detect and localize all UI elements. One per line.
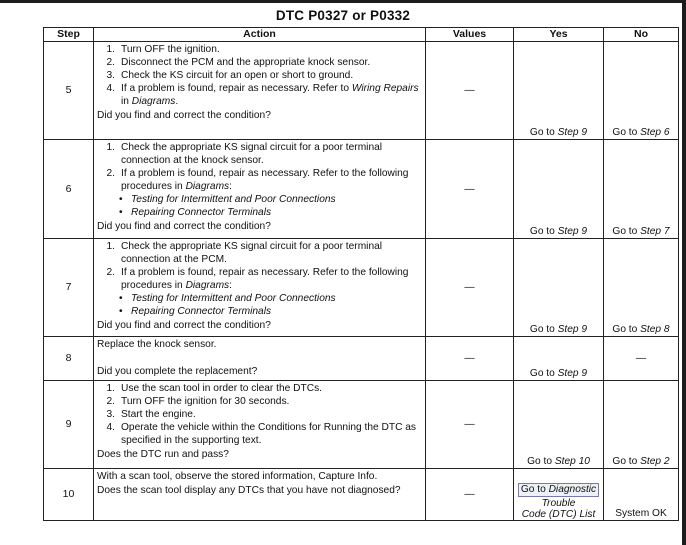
list-item: 1. Turn OFF the ignition. bbox=[106, 44, 220, 55]
no-link[interactable]: Go to Step 8 bbox=[604, 239, 679, 337]
step-number: 7 bbox=[44, 239, 94, 337]
table-row bbox=[44, 381, 679, 469]
list-item: 4. Operate the vehicle within the Conditions for Running the DTC as specified in the supporting text. bbox=[106, 422, 417, 446]
value-cell: — bbox=[426, 469, 514, 521]
page-title: DTC P0327 or P0332 bbox=[275, 8, 411, 23]
list-item: 2. Turn OFF the ignition for 30 seconds. bbox=[106, 396, 290, 407]
value-cell: — bbox=[426, 42, 514, 140]
no-link[interactable]: Go to Step 2 bbox=[604, 381, 679, 469]
diagnostic-table bbox=[43, 27, 679, 521]
step-number: 8 bbox=[44, 337, 94, 381]
step-number: 5 bbox=[44, 42, 94, 140]
action-text: With a scan tool, observe the stored information, Capture Info. bbox=[97, 471, 378, 482]
list-item: 3. Check the KS circuit for an open or short to ground. bbox=[106, 70, 354, 81]
yes-link[interactable]: Go to Step 9 bbox=[514, 239, 604, 337]
value-cell: — bbox=[426, 239, 514, 337]
list-item: 4. If a problem is found, repair as necessary. Refer to Wiring Repairs in Diagrams. bbox=[106, 83, 419, 107]
list-item: 2. If a problem is found, repair as necessary. Refer to the following procedures in Diagrams: bbox=[106, 267, 409, 291]
table-header-row bbox=[44, 28, 679, 42]
table-row bbox=[44, 140, 679, 239]
action-cell bbox=[94, 469, 426, 521]
question-text: Did you find and correct the condition? bbox=[97, 110, 271, 121]
value-cell: — bbox=[426, 381, 514, 469]
step-number: 9 bbox=[44, 381, 94, 469]
header-values: Values bbox=[426, 28, 514, 42]
no-link[interactable]: Go to Step 6 bbox=[604, 42, 679, 140]
step-number: 6 bbox=[44, 140, 94, 239]
bullet-item: • Testing for Intermittent and Poor Connections bbox=[119, 194, 336, 205]
list-item: 1. Check the appropriate KS signal circuit for a poor terminal connection at the knock sensor. bbox=[106, 142, 383, 166]
bullet-item: • Repairing Connector Terminals bbox=[119, 207, 272, 218]
action-cell bbox=[94, 239, 426, 337]
list-item: 1. Use the scan tool in order to clear the DTCs. bbox=[106, 383, 323, 394]
step-number: 10 bbox=[44, 469, 94, 521]
list-item: 3. Start the engine. bbox=[106, 409, 196, 420]
value-cell: — bbox=[426, 337, 514, 381]
action-cell bbox=[94, 381, 426, 469]
yes-link[interactable]: Go to Step 9 bbox=[514, 140, 604, 239]
header-step: Step bbox=[44, 28, 94, 42]
table-row bbox=[44, 239, 679, 337]
no-value: System OK bbox=[604, 469, 679, 521]
table-row bbox=[44, 42, 679, 140]
table-row bbox=[44, 337, 679, 381]
window-top-border bbox=[0, 0, 686, 3]
action-cell bbox=[94, 140, 426, 239]
question-text: Does the scan tool display any DTCs that you have not diagnosed? bbox=[97, 485, 401, 496]
yes-link-dtc-list[interactable]: Go to Diagnostic Trouble Code (DTC) List bbox=[514, 469, 604, 521]
yes-link[interactable]: Go to Step 10 bbox=[514, 381, 604, 469]
list-item: 2. If a problem is found, repair as necessary. Refer to the following procedures in Diagrams: bbox=[106, 168, 409, 192]
header-no: No bbox=[604, 28, 679, 42]
value-cell: — bbox=[426, 140, 514, 239]
question-text: Did you complete the replacement? bbox=[97, 366, 258, 377]
action-cell bbox=[94, 42, 426, 140]
window-right-border bbox=[682, 0, 686, 545]
header-yes: Yes bbox=[514, 28, 604, 42]
list-item: 2. Disconnect the PCM and the appropriate knock sensor. bbox=[106, 57, 371, 68]
yes-link[interactable]: Go to Step 9 bbox=[514, 42, 604, 140]
dtc-list-link[interactable]: Go to Diagnostic bbox=[518, 483, 599, 497]
bullet-item: • Testing for Intermittent and Poor Connections bbox=[119, 293, 336, 304]
question-text: Did you find and correct the condition? bbox=[97, 320, 271, 331]
list-item: 1. Check the appropriate KS signal circuit for a poor terminal connection at the PCM. bbox=[106, 241, 383, 265]
header-action: Action bbox=[94, 28, 426, 42]
yes-link[interactable]: Go to Step 9 bbox=[514, 337, 604, 381]
question-text: Did you find and correct the condition? bbox=[97, 221, 271, 232]
action-cell bbox=[94, 337, 426, 381]
question-text: Does the DTC run and pass? bbox=[97, 449, 229, 460]
no-link[interactable]: Go to Step 7 bbox=[604, 140, 679, 239]
bullet-item: • Repairing Connector Terminals bbox=[119, 306, 272, 317]
action-text: Replace the knock sensor. bbox=[97, 339, 217, 350]
no-value: — bbox=[604, 337, 679, 381]
table-row bbox=[44, 469, 679, 521]
